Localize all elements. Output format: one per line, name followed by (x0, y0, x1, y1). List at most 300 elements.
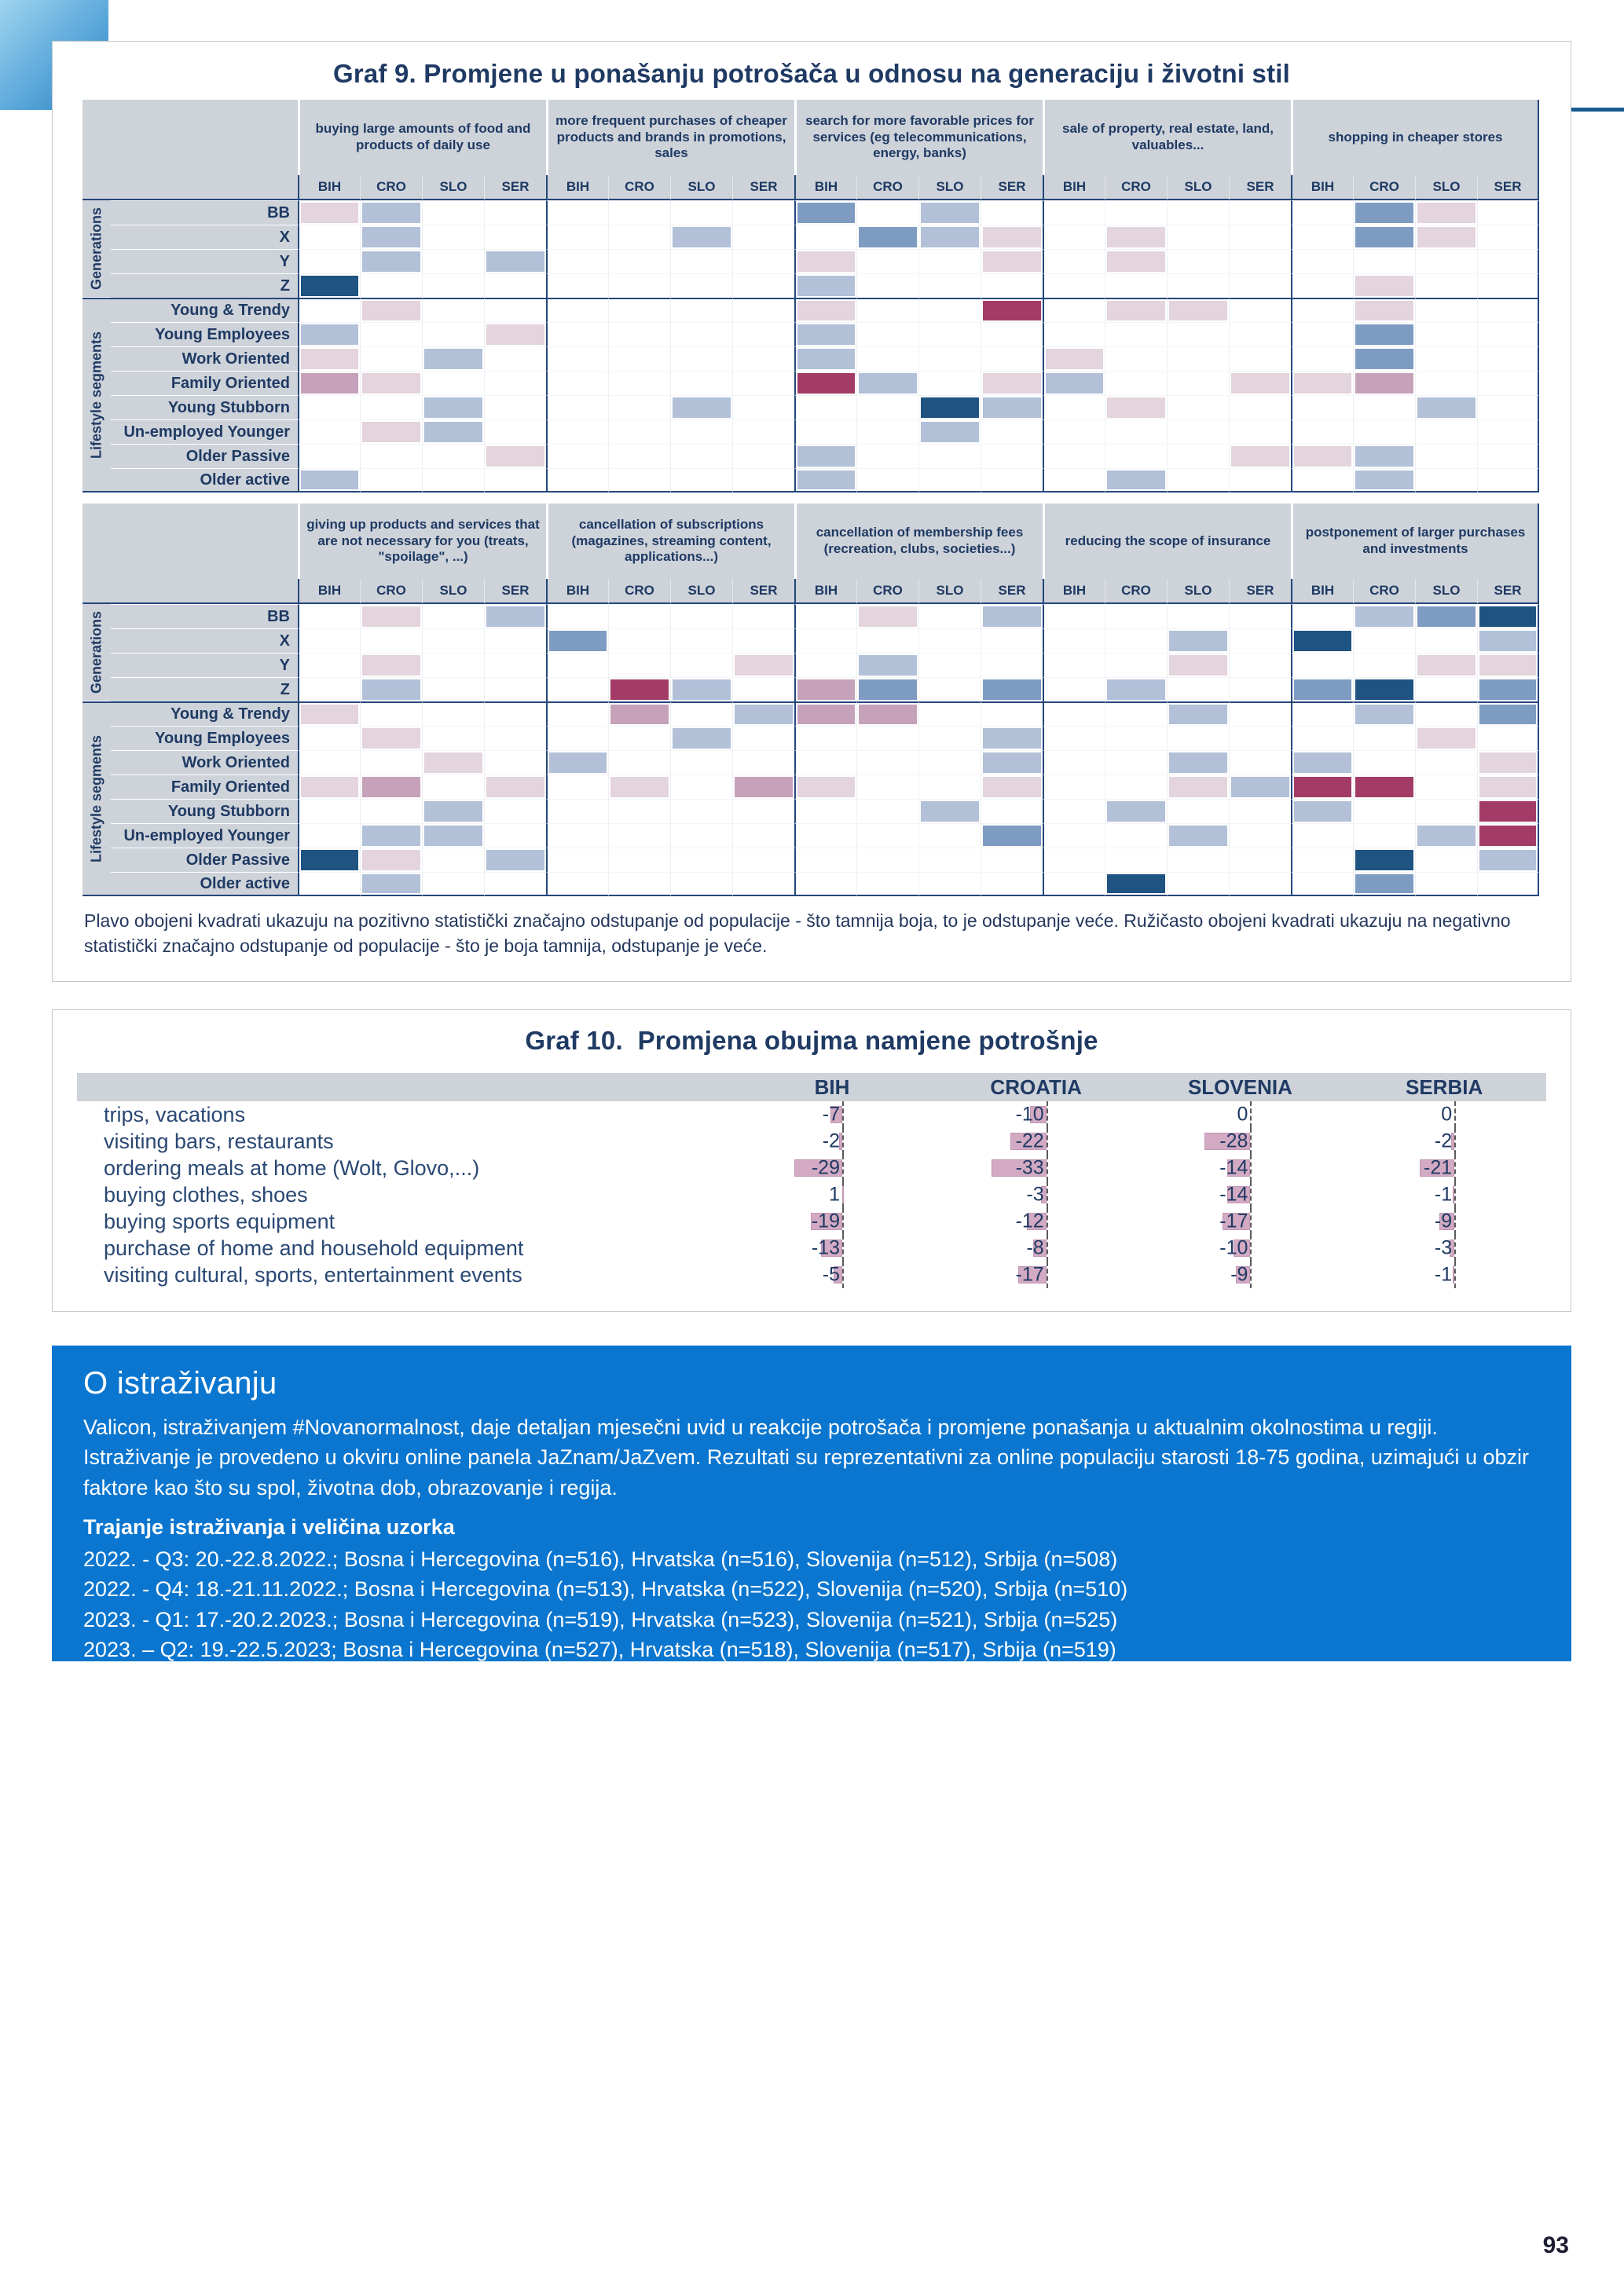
heatmap-cell (608, 395, 670, 419)
heatmap-cell (360, 200, 422, 225)
heatmap-cell (1291, 322, 1353, 346)
graf10-zero-line (1047, 1262, 1048, 1288)
heatmap-cell (298, 444, 360, 468)
graf9-heatmap-block-1 (82, 100, 1541, 493)
about-paragraph: Valicon, istraživanjem #Novanormalnost, daje detaljan mjesečni uvid u reakcije potrošača i promjene ponašanja u aktualnim okolnostima u regiji. Istraživanje je provedeno u okviru online panela JaZnam/JaZvem. Rezultati su reprezentativni za online populaciju starosti 18-75 godina, uzimajući u obzir faktore kao što su spol, životna dob, obrazovanje i regija. (83, 1415, 1529, 1500)
heatmap-cell (981, 799, 1043, 823)
heatmap-cell (360, 750, 422, 774)
heatmap-cell (981, 726, 1043, 750)
heatmap-country-header: SLO (422, 175, 484, 200)
heatmap-country-header: BIH (1291, 579, 1353, 604)
heatmap-cell (546, 395, 608, 419)
heatmap-cell (546, 225, 608, 249)
heatmap-cell (732, 774, 794, 799)
graf10-value: -19 (811, 1210, 840, 1232)
heatmap-country-header: BIH (794, 579, 856, 604)
heatmap-cell (856, 872, 918, 896)
heatmap-cell (1229, 444, 1291, 468)
heatmap-cell (1353, 298, 1415, 322)
graf10-value: -1 (1434, 1183, 1453, 1206)
graf10-value-cell (1138, 1128, 1343, 1155)
heatmap-cell (794, 200, 856, 225)
heatmap-cell (422, 346, 484, 371)
about-sample-line: 2022. - Q3: 20.-22.8.2022.; Bosna i Hercegovina (n=516), Hrvatska (n=516), Slovenija (n=512), Srbija (n=508) (83, 1547, 1118, 1571)
graf10-value-cell (934, 1181, 1138, 1208)
heatmap-cell (794, 249, 856, 273)
heatmap-country-header: SLO (670, 579, 732, 604)
heatmap-cell (360, 249, 422, 273)
heatmap-cell (298, 371, 360, 395)
heatmap-cell (1229, 346, 1291, 371)
graf10-value: -10 (1015, 1103, 1044, 1126)
heatmap-cell (1229, 200, 1291, 225)
heatmap-cell (1105, 774, 1167, 799)
heatmap-cell (608, 249, 670, 273)
heatmap-cell (1291, 774, 1353, 799)
heatmap-cell (1291, 395, 1353, 419)
heatmap-cell (360, 677, 422, 701)
heatmap-cell (918, 701, 981, 726)
heatmap-cell (484, 419, 546, 444)
heatmap-cell (856, 468, 918, 493)
heatmap-country-header: CRO (608, 175, 670, 200)
heatmap-cell (1229, 872, 1291, 896)
heatmap-cell (670, 468, 732, 493)
heatmap-cell (1415, 823, 1477, 848)
heatmap-cell (546, 273, 608, 298)
heatmap-cell (1229, 395, 1291, 419)
graf10-value-cell (730, 1155, 934, 1181)
heatmap-cell (1415, 677, 1477, 701)
heatmap-cell (981, 872, 1043, 896)
heatmap-cell (422, 701, 484, 726)
graf10-value-cell (730, 1128, 934, 1155)
heatmap-cell (670, 419, 732, 444)
heatmap-cell (981, 346, 1043, 371)
heatmap-cell (1043, 322, 1105, 346)
heatmap-cell (1477, 701, 1539, 726)
heatmap-cell (1353, 604, 1415, 628)
graf10-value-cell (730, 1262, 934, 1288)
heatmap-cell (484, 848, 546, 872)
heatmap-cell (1229, 774, 1291, 799)
graf10-bar (1453, 1266, 1454, 1283)
heatmap-cell (856, 774, 918, 799)
heatmap-row-label: Older active (111, 872, 298, 896)
heatmap-cell (1415, 273, 1477, 298)
heatmap-cell (608, 774, 670, 799)
heatmap-cell (422, 371, 484, 395)
heatmap-cell (1105, 604, 1167, 628)
heatmap-cell (1167, 750, 1229, 774)
graf10-value: 1 (829, 1183, 840, 1206)
heatmap-cell (360, 444, 422, 468)
heatmap-axis-group-label: Lifestyle segments (82, 298, 111, 493)
heatmap-cell (1167, 628, 1229, 653)
graf10-value-cell (1342, 1235, 1546, 1262)
graf10-row (77, 1155, 1546, 1181)
heatmap-cell (1291, 200, 1353, 225)
heatmap-cell (1477, 750, 1539, 774)
heatmap-cell (794, 653, 856, 677)
heatmap-cell (981, 468, 1043, 493)
heatmap-cell (918, 298, 981, 322)
heatmap-cell (1415, 628, 1477, 653)
heatmap-column-group-header: cancellation of membership fees (recreation, clubs, societies...) (794, 504, 1043, 579)
heatmap-cell (1353, 799, 1415, 823)
heatmap-cell (981, 701, 1043, 726)
graf10-title: Graf 10. Promjena obujma namjene potrošnje (525, 1026, 1098, 1055)
graf10-value-cell (934, 1208, 1138, 1235)
heatmap-cell (1477, 799, 1539, 823)
graf10-value-cell (934, 1262, 1138, 1288)
heatmap-cell (981, 444, 1043, 468)
heatmap-cell (546, 200, 608, 225)
heatmap-cell (794, 273, 856, 298)
heatmap-cell (732, 628, 794, 653)
heatmap-cell (360, 419, 422, 444)
heatmap-cell (981, 823, 1043, 848)
heatmap-cell (546, 249, 608, 273)
heatmap-cell (422, 225, 484, 249)
heatmap-row-label: Young Stubborn (111, 395, 298, 419)
heatmap-cell (1415, 444, 1477, 468)
heatmap-column-group-header: sale of property, real estate, land, valuables... (1043, 100, 1291, 175)
about-section (52, 1346, 1571, 1661)
heatmap-cell (794, 468, 856, 493)
graf10-zero-line (1250, 1128, 1252, 1155)
graf10-value: -1 (1434, 1263, 1453, 1286)
heatmap-cell (1043, 604, 1105, 628)
heatmap-cell (360, 225, 422, 249)
graf10-zero-line (1250, 1101, 1252, 1128)
heatmap-cell (422, 799, 484, 823)
heatmap-cell (608, 823, 670, 848)
heatmap-cell (1291, 419, 1353, 444)
heatmap-cell (732, 677, 794, 701)
heatmap-cell (422, 298, 484, 322)
heatmap-country-header: SER (1229, 579, 1291, 604)
heatmap-cell (918, 444, 981, 468)
heatmap-cell (1477, 322, 1539, 346)
heatmap-cell (1353, 200, 1415, 225)
heatmap-cell (1043, 273, 1105, 298)
heatmap-cell (1167, 322, 1229, 346)
graf10-value: -3 (1026, 1183, 1044, 1206)
heatmap-cell (670, 872, 732, 896)
heatmap-cell (1105, 701, 1167, 726)
heatmap-cell (1291, 346, 1353, 371)
heatmap-cell (856, 298, 918, 322)
graf10-zero-line (1250, 1208, 1252, 1235)
heatmap-cell (1353, 774, 1415, 799)
graf10-zero-line (842, 1128, 844, 1155)
heatmap-cell (1105, 799, 1167, 823)
heatmap-cell (794, 677, 856, 701)
heatmap-row-label: Work Oriented (111, 346, 298, 371)
graf10-column-header: CROATIA (990, 1075, 1082, 1099)
heatmap-cell (1291, 628, 1353, 653)
heatmap-cell (918, 200, 981, 225)
heatmap-cell (856, 750, 918, 774)
heatmap-cell (732, 346, 794, 371)
heatmap-cell (1291, 444, 1353, 468)
heatmap-cell (546, 848, 608, 872)
graf10-row-label: purchase of home and household equipment (104, 1236, 524, 1260)
heatmap-cell (670, 848, 732, 872)
heatmap-cell (1167, 249, 1229, 273)
heatmap-cell (1477, 823, 1539, 848)
heatmap-country-header: SLO (422, 579, 484, 604)
heatmap-grid (82, 100, 1541, 493)
heatmap-country-header: BIH (1043, 579, 1105, 604)
heatmap-column-group-header: reducing the scope of insurance (1043, 504, 1291, 579)
heatmap-cell (856, 419, 918, 444)
about-title: O istraživanju (83, 1366, 277, 1401)
heatmap-row-label: Older active (111, 468, 298, 493)
heatmap-cell (1167, 273, 1229, 298)
heatmap-cell (732, 750, 794, 774)
graf10-value-cell (934, 1128, 1138, 1155)
heatmap-cell (794, 395, 856, 419)
heatmap-cell (794, 774, 856, 799)
heatmap-cell (1105, 750, 1167, 774)
graf10-value: -10 (1219, 1236, 1248, 1259)
heatmap-cell (918, 799, 981, 823)
heatmap-cell (1229, 677, 1291, 701)
heatmap-country-header: BIH (298, 175, 360, 200)
heatmap-axis-group-label: Generations (82, 200, 111, 298)
heatmap-row-label: Family Oriented (111, 774, 298, 799)
heatmap-country-header: BIH (1043, 175, 1105, 200)
graf10-value-cell (730, 1101, 934, 1128)
heatmap-cell (1353, 628, 1415, 653)
heatmap-cell (794, 799, 856, 823)
heatmap-cell (298, 872, 360, 896)
heatmap-cell (1353, 322, 1415, 346)
heatmap-cell (608, 872, 670, 896)
graf10-zero-line (1454, 1235, 1456, 1262)
heatmap-row-label: Z (111, 677, 298, 701)
heatmap-cell (1477, 653, 1539, 677)
heatmap-cell (1105, 823, 1167, 848)
heatmap-cell (484, 750, 546, 774)
heatmap-cell (422, 653, 484, 677)
heatmap-cell (670, 444, 732, 468)
heatmap-cell (1043, 653, 1105, 677)
heatmap-cell (1477, 200, 1539, 225)
heatmap-cell (1477, 371, 1539, 395)
heatmap-cell (794, 604, 856, 628)
heatmap-cell (1291, 701, 1353, 726)
graf10-zero-line (1454, 1208, 1456, 1235)
heatmap-cell (422, 322, 484, 346)
graf10-value-cell (1138, 1101, 1343, 1128)
heatmap-cell (856, 701, 918, 726)
heatmap-row-label: Y (111, 249, 298, 273)
heatmap-country-header: CRO (856, 579, 918, 604)
heatmap-cell (1353, 726, 1415, 750)
graf10-row-label: visiting bars, restaurants (104, 1129, 334, 1153)
heatmap-corner (82, 504, 298, 604)
heatmap-cell (484, 653, 546, 677)
heatmap-cell (1353, 346, 1415, 371)
graf10-row (77, 1208, 1546, 1235)
heatmap-cell (1167, 444, 1229, 468)
heatmap-cell (670, 628, 732, 653)
heatmap-cell (298, 653, 360, 677)
heatmap-cell (1477, 395, 1539, 419)
heatmap-country-header: SLO (918, 175, 981, 200)
heatmap-cell (1477, 444, 1539, 468)
heatmap-cell (608, 750, 670, 774)
heatmap-cell (918, 468, 981, 493)
graf10-value: -8 (1026, 1236, 1044, 1259)
heatmap-cell (1353, 653, 1415, 677)
graf10-value: -2 (1434, 1130, 1453, 1152)
heatmap-cell (1229, 823, 1291, 848)
heatmap-row-label: Older Passive (111, 848, 298, 872)
graf10-value-cell (1342, 1181, 1546, 1208)
heatmap-cell (298, 823, 360, 848)
heatmap-cell (1415, 750, 1477, 774)
heatmap-cell (1043, 371, 1105, 395)
heatmap-cell (360, 799, 422, 823)
heatmap-cell (918, 346, 981, 371)
heatmap-cell (1167, 371, 1229, 395)
heatmap-cell (1291, 653, 1353, 677)
graf10-value: 0 (1237, 1103, 1248, 1126)
heatmap-cell (918, 225, 981, 249)
heatmap-cell (1105, 677, 1167, 701)
heatmap-cell (1043, 395, 1105, 419)
heatmap-country-header: CRO (360, 175, 422, 200)
heatmap-cell (1291, 799, 1353, 823)
heatmap-cell (981, 653, 1043, 677)
heatmap-cell (1353, 395, 1415, 419)
heatmap-row-label: Y (111, 653, 298, 677)
heatmap-cell (1167, 419, 1229, 444)
heatmap-cell (1353, 249, 1415, 273)
heatmap-cell (484, 249, 546, 273)
heatmap-country-header: CRO (856, 175, 918, 200)
heatmap-cell (608, 225, 670, 249)
heatmap-cell (1043, 468, 1105, 493)
heatmap-country-header: SER (981, 579, 1043, 604)
heatmap-cell (1229, 701, 1291, 726)
heatmap-cell (794, 419, 856, 444)
heatmap-cell (918, 322, 981, 346)
heatmap-cell (1105, 628, 1167, 653)
heatmap-cell (546, 419, 608, 444)
graf10-zero-line (1454, 1262, 1456, 1288)
heatmap-cell (1415, 872, 1477, 896)
heatmap-cell (608, 346, 670, 371)
heatmap-country-header: SER (981, 175, 1043, 200)
heatmap-cell (856, 677, 918, 701)
graf10-bar (842, 1186, 844, 1203)
heatmap-cell (732, 701, 794, 726)
heatmap-cell (1167, 726, 1229, 750)
graf9-heatmap-block-2 (82, 504, 1541, 896)
heatmap-cell (1105, 726, 1167, 750)
heatmap-cell (794, 346, 856, 371)
graf10-zero-line (1454, 1155, 1456, 1181)
graf10-value: -3 (1434, 1236, 1453, 1259)
heatmap-cell (360, 604, 422, 628)
heatmap-cell (856, 225, 918, 249)
heatmap-cell (794, 371, 856, 395)
heatmap-country-header: BIH (1291, 175, 1353, 200)
graf10-zero-line (1454, 1128, 1456, 1155)
graf10-value-cell (1138, 1208, 1343, 1235)
heatmap-cell (1415, 726, 1477, 750)
heatmap-cell (981, 750, 1043, 774)
graf10-value-cell (1138, 1262, 1343, 1288)
heatmap-cell (360, 468, 422, 493)
heatmap-cell (981, 322, 1043, 346)
heatmap-cell (1043, 249, 1105, 273)
heatmap-cell (732, 726, 794, 750)
heatmap-country-header: CRO (1105, 579, 1167, 604)
heatmap-row-label: Un-employed Younger (111, 823, 298, 848)
heatmap-cell (856, 371, 918, 395)
heatmap-cell (1167, 395, 1229, 419)
heatmap-country-header: SER (1477, 175, 1539, 200)
heatmap-cell (1477, 848, 1539, 872)
heatmap-cell (422, 750, 484, 774)
heatmap-country-header: SLO (670, 175, 732, 200)
heatmap-cell (484, 468, 546, 493)
heatmap-cell (608, 200, 670, 225)
heatmap-cell (1105, 395, 1167, 419)
heatmap-cell (422, 395, 484, 419)
graf10-value-cell (1342, 1101, 1546, 1128)
heatmap-cell (732, 322, 794, 346)
heatmap-cell (918, 371, 981, 395)
heatmap-cell (422, 677, 484, 701)
heatmap-cell (546, 823, 608, 848)
heatmap-cell (1229, 799, 1291, 823)
heatmap-cell (298, 701, 360, 726)
heatmap-cell (981, 371, 1043, 395)
heatmap-cell (1477, 346, 1539, 371)
heatmap-cell (1105, 848, 1167, 872)
heatmap-cell (1043, 677, 1105, 701)
heatmap-cell (546, 677, 608, 701)
heatmap-row-label: BB (111, 200, 298, 225)
heatmap-cell (298, 200, 360, 225)
heatmap-cell (298, 322, 360, 346)
heatmap-cell (546, 444, 608, 468)
heatmap-cell (1105, 371, 1167, 395)
heatmap-cell (1167, 774, 1229, 799)
heatmap-cell (484, 225, 546, 249)
graf10-value: -33 (1015, 1156, 1044, 1179)
graf10-row (77, 1128, 1546, 1155)
heatmap-column-group-header: giving up products and services that are not necessary for you (treats, "spoilage", ...) (298, 504, 546, 579)
graf10-zero-line (842, 1262, 844, 1288)
heatmap-cell (1415, 653, 1477, 677)
heatmap-country-header: SER (1229, 175, 1291, 200)
heatmap-cell (298, 468, 360, 493)
heatmap-cell (670, 395, 732, 419)
graf10-value-cell (730, 1208, 934, 1235)
heatmap-cell (1043, 701, 1105, 726)
heatmap-cell (732, 200, 794, 225)
heatmap-cell (856, 726, 918, 750)
heatmap-cell (732, 823, 794, 848)
